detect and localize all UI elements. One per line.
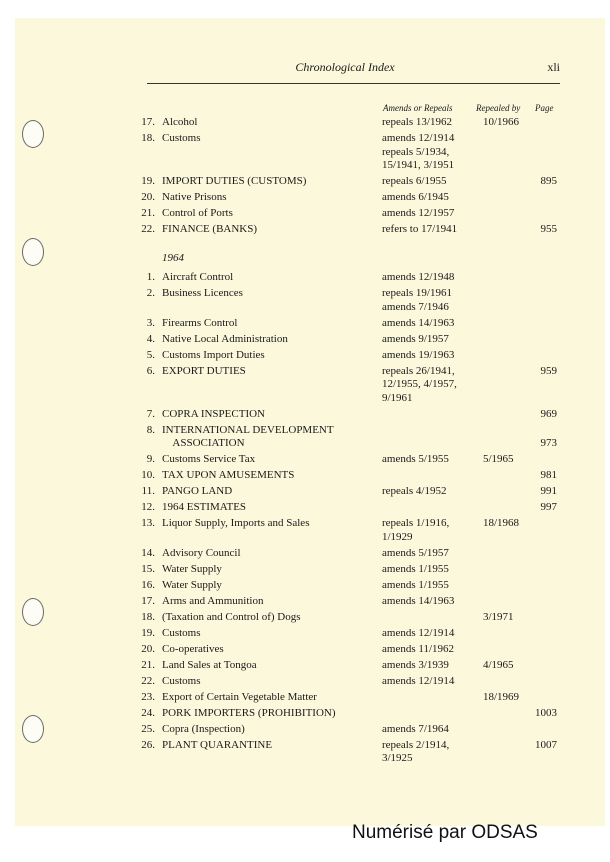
ordinance-title-text: INTERNATIONAL DEVELOPMENT ASSOCIATION [162, 423, 334, 449]
ordinance-title [162, 365, 380, 379]
ordinance-title-text: (Taxation and Control of) Dogs [162, 611, 304, 623]
index-row [125, 659, 565, 675]
ordinance-title-text: 1964 ESTIMATES [162, 501, 249, 513]
index-row [125, 547, 565, 563]
row-number: 13. [141, 517, 155, 529]
ordinance-title-text: Water Supply [162, 563, 225, 575]
index-row [125, 691, 565, 707]
amends-repeals: repeals 6/1955 [382, 175, 447, 187]
amends-repeals: amends 9/1957 [382, 332, 449, 345]
row-number: 12. [141, 501, 155, 513]
ordinance-title-text: IMPORT DUTIES (CUSTOMS) [162, 175, 309, 187]
amends-repeals: repeals 2/1914, 3/1925 [382, 738, 450, 764]
index-row [125, 595, 565, 611]
index-row [125, 349, 565, 365]
row-number: 17. [141, 116, 155, 128]
ordinance-title-text: Control of Ports [162, 207, 236, 219]
ordinance-title-text: EXPORT DUTIES [162, 365, 249, 377]
ordinance-title [162, 469, 380, 483]
amends-repeals: amends 12/1914 [382, 626, 455, 639]
row-number: 6. [146, 364, 155, 377]
repealed-by: 3/1971 [483, 610, 514, 623]
row-number: 19. [141, 175, 155, 187]
ordinance-title [162, 271, 380, 285]
row-number: 10. [141, 469, 155, 481]
ordinance-title-text: PORK IMPORTERS (PROHIBITION) [162, 707, 339, 719]
year-heading: 1964 [162, 252, 184, 264]
ordinance-title [162, 207, 380, 221]
page-title: Chronological Index [295, 60, 395, 74]
index-row [125, 469, 565, 485]
row-number: 25. [141, 722, 155, 735]
index-row [125, 271, 565, 287]
index-row [125, 207, 565, 223]
amends-repeals: amends 12/1914 [382, 674, 455, 687]
ordinance-title [162, 675, 380, 689]
index-row [125, 453, 565, 469]
row-number: 21. [141, 207, 155, 219]
ordinance-title [162, 333, 380, 347]
watermark-text: Numérisé par ODSAS [352, 822, 538, 843]
repealed-by: 18/1969 [483, 690, 520, 703]
ordinance-title-text: Firearms Control [162, 317, 240, 329]
ordinance-title-text: Native Prisons [162, 191, 229, 203]
ordinance-title [162, 287, 380, 301]
page-header [130, 60, 560, 80]
ordinance-title-text: Copra (Inspection) [162, 723, 248, 735]
ordinance-title [162, 627, 380, 641]
ordinance-title [162, 116, 380, 130]
row-number: 18. [141, 132, 155, 144]
ordinance-title-text: Aircraft Control [162, 271, 236, 283]
row-number: 3. [146, 316, 155, 329]
ordinance-title [162, 563, 380, 577]
index-row [125, 485, 565, 501]
ordinance-title-text: Customs Import Duties [162, 349, 268, 361]
ordinance-title [162, 501, 380, 515]
page-ref: 959 [540, 364, 557, 377]
row-number: 26. [141, 738, 155, 751]
amends-repeals: repeals 26/1941, 12/1955, 4/1957, 9/1961 [382, 364, 457, 404]
binder-hole-1 [22, 120, 44, 148]
amends-repeals: amends 1/1955 [382, 578, 449, 591]
ordinance-title [162, 707, 380, 721]
ordinance-title-text: Business Licences [162, 287, 246, 299]
ordinance-title-text: PANGO LAND [162, 485, 235, 497]
ordinance-title-text: Alcohol [162, 116, 200, 128]
index-row [125, 643, 565, 659]
index-row [125, 333, 565, 349]
ordinance-title [162, 579, 380, 593]
row-number: 1. [146, 271, 155, 283]
amends-repeals: amends 12/1914 repeals 5/1934, 15/1941, 3/1951 [382, 132, 455, 171]
row-number: 20. [141, 642, 155, 655]
amends-repeals: amends 1/1955 [382, 562, 449, 575]
repealed-by: 4/1965 [483, 658, 514, 671]
index-row [125, 365, 565, 408]
page-number: xli [547, 60, 560, 74]
amends-repeals: amends 19/1963 [382, 348, 455, 361]
index-row [125, 317, 565, 333]
row-number: 15. [141, 562, 155, 575]
ordinance-title-text: FINANCE (BANKS) [162, 223, 260, 235]
index-row [125, 627, 565, 643]
amends-repeals: amends 14/1963 [382, 594, 455, 607]
amends-repeals: amends 14/1963 [382, 316, 455, 329]
row-number: 19. [141, 626, 155, 639]
index-row [125, 579, 565, 595]
index-row [125, 563, 565, 579]
header-rule [147, 83, 560, 84]
row-number: 2. [146, 287, 155, 299]
row-number: 23. [141, 690, 155, 703]
ordinance-title-text: Co-operatives [162, 643, 227, 655]
binder-hole-2 [22, 238, 44, 266]
amends-repeals: refers to 17/1941 [382, 223, 458, 235]
column-header-amends: Amends or Repeals [383, 103, 453, 113]
ordinance-title [162, 517, 380, 531]
row-number: 21. [141, 658, 155, 671]
index-row [125, 191, 565, 207]
page-ref: 973 [540, 437, 557, 449]
ordinance-title [162, 595, 380, 609]
ordinance-title [162, 723, 380, 737]
amends-repeals: amends 7/1964 [382, 722, 449, 735]
ordinance-title-text: Customs [162, 675, 204, 687]
ordinance-title [162, 547, 380, 561]
section-spacer [125, 239, 565, 252]
index-row [125, 611, 565, 627]
ordinance-title-text: Liquor Supply, Imports and Sales [162, 517, 312, 529]
page-ref: 997 [540, 501, 557, 513]
index-row [125, 517, 565, 547]
ordinance-title [162, 223, 380, 237]
row-number: 5. [146, 348, 155, 361]
amends-repeals: repeals 13/1962 [382, 116, 452, 128]
ordinance-title-text: Native Local Administration [162, 333, 291, 345]
ordinance-title [162, 317, 380, 331]
page-ref: 1003 [535, 706, 557, 719]
amends-repeals: amends 12/1948 [382, 271, 455, 283]
amends-repeals: amends 6/1945 [382, 191, 449, 203]
ordinance-title [162, 408, 380, 422]
index-row [125, 723, 565, 739]
index-row [125, 132, 565, 175]
page-ref: 981 [540, 469, 557, 481]
ordinance-title-text: Customs [162, 132, 204, 144]
index-row [125, 223, 565, 239]
row-number: 16. [141, 578, 155, 591]
ordinance-title-text: COPRA INSPECTION [162, 408, 268, 420]
amends-repeals: amends 5/1955 [382, 453, 449, 465]
index-row [125, 116, 565, 132]
row-number: 7. [146, 407, 155, 420]
repealed-by: 18/1968 [483, 517, 520, 529]
row-number: 4. [146, 332, 155, 345]
ordinance-title [162, 691, 380, 705]
row-number: 8. [146, 423, 155, 436]
page-ref: 991 [540, 485, 557, 497]
amends-repeals: amends 3/1939 [382, 658, 449, 671]
amends-repeals: amends 11/1962 [382, 642, 454, 655]
row-number: 9. [146, 453, 155, 465]
row-number: 22. [141, 674, 155, 687]
row-number: 14. [141, 546, 155, 559]
ordinance-title-text: Arms and Ammunition [162, 595, 266, 607]
page-ref: 895 [540, 175, 557, 187]
amends-repeals: repeals 4/1952 [382, 485, 447, 497]
row-number: 20. [141, 191, 155, 203]
index-row [125, 675, 565, 691]
amends-repeals: repeals 19/1961 amends 7/1946 [382, 287, 452, 313]
ordinance-title [162, 659, 380, 673]
ordinance-title [162, 424, 412, 451]
index-row [125, 175, 565, 191]
ordinance-title [162, 132, 380, 146]
amends-repeals: amends 12/1957 [382, 207, 455, 219]
index-row [125, 424, 565, 454]
ordinance-title [162, 643, 380, 657]
ordinance-title-text: Water Supply [162, 579, 225, 591]
row-number: 22. [141, 223, 155, 235]
row-number: 11. [141, 485, 155, 497]
index-row [125, 287, 565, 317]
repealed-by: 5/1965 [483, 453, 514, 465]
amends-repeals: amends 5/1957 [382, 546, 449, 559]
ordinance-title-text: Customs Service Tax [162, 453, 258, 465]
ordinance-title-text: Land Sales at Tongoa [162, 659, 260, 671]
ordinance-title [162, 191, 380, 205]
row-number: 18. [141, 610, 155, 623]
repealed-by: 10/1966 [483, 116, 520, 128]
ordinance-title [162, 739, 380, 753]
page-ref: 955 [540, 223, 557, 235]
ordinance-title [162, 611, 380, 625]
amends-repeals: repeals 1/1916, 1/1929 [382, 517, 450, 543]
page-ref: 969 [540, 407, 557, 420]
ordinance-title [162, 485, 380, 499]
index-row [125, 739, 565, 769]
column-header-repealed-by: Repealed by [476, 103, 521, 113]
ordinance-title [162, 349, 380, 363]
ordinance-title [162, 453, 380, 467]
ordinance-title-text: Customs [162, 627, 204, 639]
index-row [125, 707, 565, 723]
binder-hole-4 [22, 715, 44, 743]
binder-hole-3 [22, 598, 44, 626]
column-header-page: Page [535, 103, 554, 113]
ordinance-title-text: Advisory Council [162, 547, 244, 559]
index-row [125, 408, 565, 424]
ordinance-title-text: PLANT QUARANTINE [162, 739, 275, 751]
row-number: 17. [141, 594, 155, 607]
page-ref: 1007 [535, 738, 557, 751]
index-table [125, 116, 565, 768]
row-number: 24. [141, 706, 155, 719]
ordinance-title-text: Export of Certain Vegetable Matter [162, 691, 320, 703]
ordinance-title [162, 175, 380, 189]
index-row [125, 501, 565, 517]
ordinance-title-text: TAX UPON AMUSEMENTS [162, 469, 297, 481]
